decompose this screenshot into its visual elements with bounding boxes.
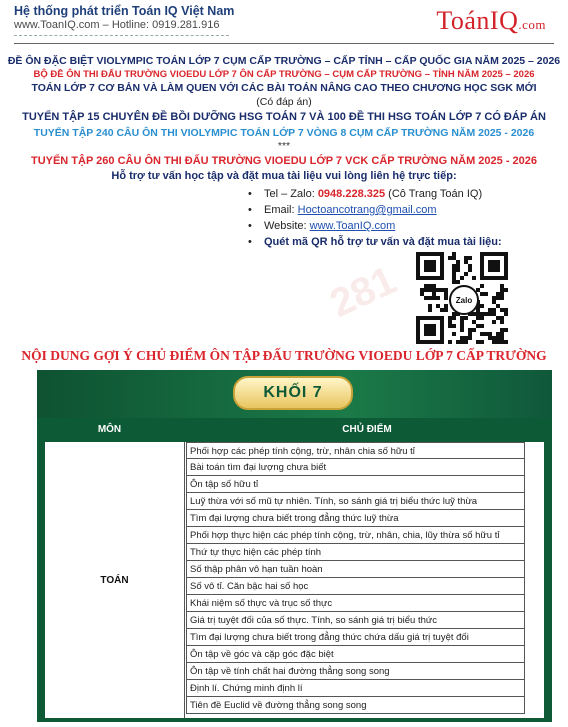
- contact-website: • Website: www.ToanIQ.com: [248, 220, 396, 232]
- subject-cell: TOÁN: [45, 442, 185, 718]
- topic-row: Tìm đại lượng chưa biết trong đẳng thức chứa dấu giá trị tuyệt đối: [186, 629, 525, 646]
- topic-row: Số thập phân vô hạn tuần hoàn: [186, 561, 525, 578]
- column-header-chudiem: CHỦ ĐIỂM: [342, 424, 392, 435]
- website-link[interactable]: www.ToanIQ.com: [309, 220, 396, 232]
- topic-row: Ôn tập số hữu tỉ: [186, 476, 525, 493]
- topic-row: Khái niệm số thực và trục số thực: [186, 595, 525, 612]
- toaniq-logo: ToánIQ.com: [436, 6, 546, 35]
- brand-name: Hệ thống phát triển Toán IQ Việt Nam: [14, 4, 235, 18]
- topics-table: [45, 442, 544, 718]
- contact-qr: • Quét mã QR hỗ trợ tư vấn và đặt mua tài liệu:: [248, 236, 502, 248]
- topic-row: Phối hợp các phép tính cộng, trừ, nhân chia số hữu tỉ: [186, 442, 525, 459]
- intro-line-6: TUYỂN TẬP 240 CÂU ÔN THI VIOLYMPIC TOÁN LỚP 7 VÒNG 8 CỤM CẤP TRƯỜNG NĂM 2025 - 2026: [33, 127, 535, 139]
- topic-row: Ôn tập về tính chất hai đường thẳng song song: [186, 663, 525, 680]
- topic-row: Định lí. Chứng minh định lí: [186, 680, 525, 697]
- intro-line-3: TOÁN LỚP 7 CƠ BẢN VÀ LÀM QUEN VỚI CÁC BÀI TOÁN NÂNG CAO THEO CHƯƠNG HỌC SGK MỚI: [31, 82, 537, 94]
- brand-divider: [14, 35, 229, 36]
- email-link[interactable]: Hoctoancotrang@gmail.com: [297, 204, 437, 216]
- contact-list: [248, 186, 502, 250]
- intro-line-2: BỘ ĐỀ ÔN THI ĐẤU TRƯỜNG VIOEDU LỚP 7 ÔN CẤP TRƯỜNG – CỤM CẤP TRƯỜNG – TỈNH NĂM 2025 – 2026: [33, 69, 535, 80]
- section-title: NỘI DUNG GỢI Ý CHỦ ĐIỂM ÔN TẬP ĐẤU TRƯỜNG VIOEDU LỚP 7 CẤP TRƯỜNG: [21, 348, 547, 363]
- header-rule: [14, 43, 554, 44]
- topic-row: Tiên đề Euclid về đường thẳng song song: [186, 697, 525, 714]
- brand-contact: www.ToanIQ.com – Hotline: 0919.281.916: [14, 19, 220, 31]
- contact-phone: • Tel – Zalo: 0948.228.325 (Cô Trang Toán IQ): [248, 188, 483, 200]
- watermark: 281: [323, 258, 403, 327]
- intro-separator: ***: [277, 140, 291, 152]
- grade-badge: KHỐI 7: [233, 376, 353, 410]
- intro-line-8: TUYỂN TẬP 260 CÂU ÔN THI ĐẤU TRƯỜNG VIOEDU LỚP 7 VCK CẤP TRƯỜNG NĂM 2025 - 2026: [30, 155, 538, 167]
- topic-row: Bài toán tìm đại lượng chưa biết: [186, 459, 525, 476]
- qr-code[interactable]: [416, 252, 508, 344]
- intro-line-1: ĐỀ ÔN ĐẶC BIỆT VIOLYMPIC TOÁN LỚP 7 CỤM CẤP TRƯỜNG – CẤP TỈNH – CẤP QUỐC GIA NĂM 2025 – 2026: [7, 55, 561, 67]
- table-header: [37, 418, 552, 442]
- intro-line-4: (Có đáp án): [256, 96, 312, 108]
- topics-poster: [37, 370, 552, 722]
- topic-row: Tìm đại lượng chưa biết trong đẳng thức luỹ thừa: [186, 510, 525, 527]
- topic-row: Ôn tập về góc và cặp góc đặc biệt: [186, 646, 525, 663]
- phone-number[interactable]: 0948.228.325: [317, 188, 386, 200]
- intro-line-5: TUYỂN TẬP 15 CHUYÊN ĐỀ BỒI DƯỠNG HSG TOÁN 7 VÀ 100 ĐỀ THI HSG TOÁN LỚP 7 CÓ ĐÁP ÁN: [22, 111, 546, 123]
- contact-email: • Email: Hoctoancotrang@gmail.com: [248, 204, 437, 216]
- topic-row: Thứ tự thực hiện các phép tính: [186, 544, 525, 561]
- topic-row: Giá trị tuyệt đối của số thực. Tính, so sánh giá trị biểu thức: [186, 612, 525, 629]
- column-header-mon: MÔN: [97, 424, 122, 435]
- topic-row: Phối hợp thực hiện các phép tính cộng, trừ, nhân, chia, lũy thừa số hữu tỉ: [186, 527, 525, 544]
- topic-row: Luỹ thừa với số mũ tự nhiên. Tính, so sánh giá trị biểu thức luỹ thừa: [186, 493, 525, 510]
- topic-row: Số vô tỉ. Căn bậc hai số học: [186, 578, 525, 595]
- document-header: [14, 4, 554, 40]
- support-heading: Hỗ trợ tư vấn học tập và đặt mua tài liệu vui lòng liên hệ trực tiếp:: [111, 170, 457, 182]
- zalo-icon: Zalo: [449, 285, 479, 315]
